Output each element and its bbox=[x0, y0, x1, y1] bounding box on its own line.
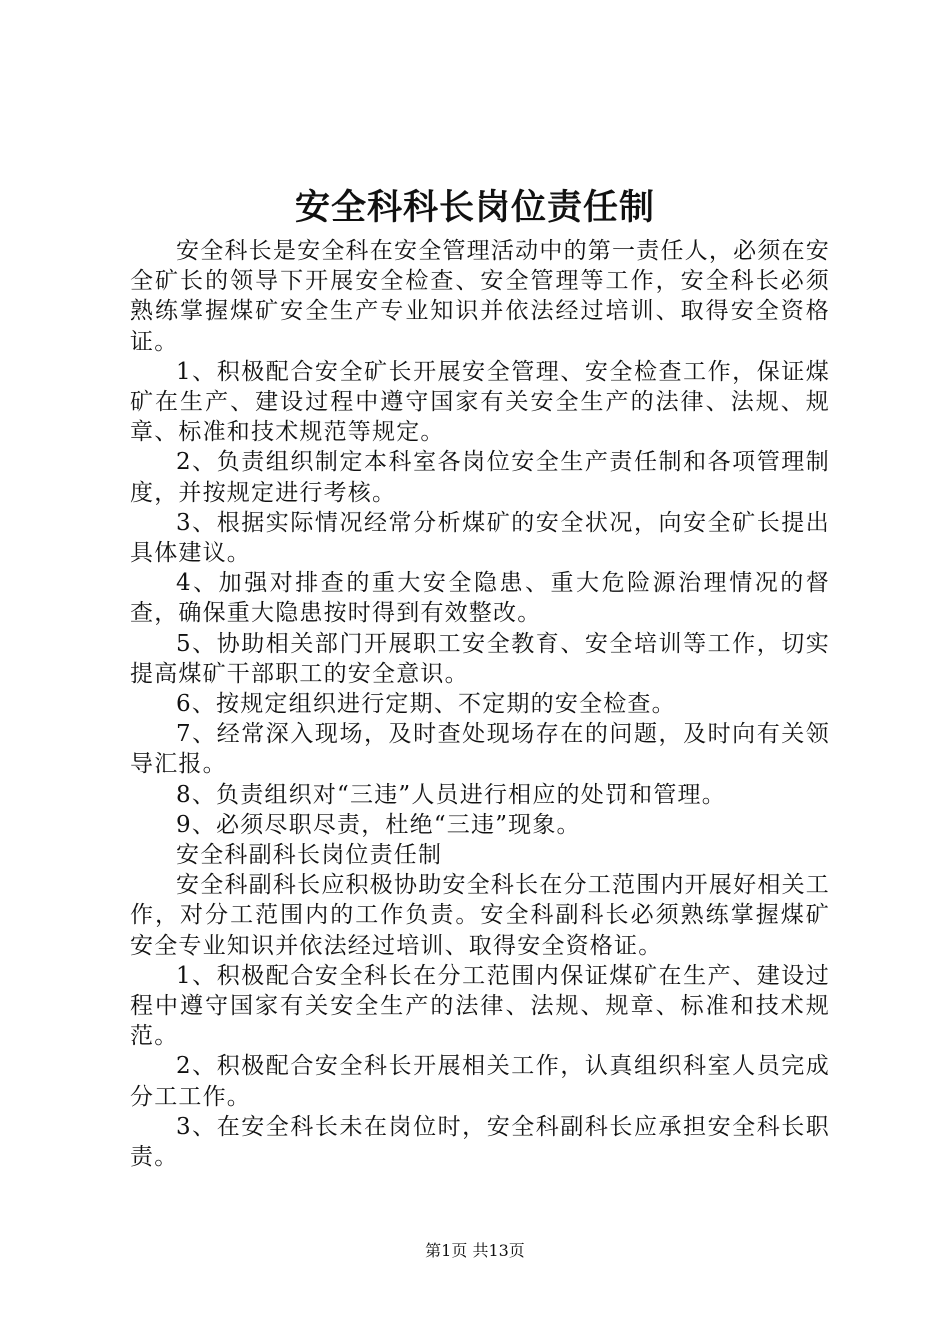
paragraph-item-2: 2、负责组织制定本科室各岗位安全生产责任制和各项管理制度，并按规定进行考核。 bbox=[130, 449, 830, 506]
paragraph-deputy-item-3: 3、在安全科长未在岗位时，安全科副科长应承担安全科长职责。 bbox=[130, 1113, 830, 1171]
paragraph-item-3: 3、根据实际情况经常分析煤矿的安全状况，向安全矿长提出具体建议。 bbox=[130, 509, 830, 567]
paragraph-item-7: 7、经常深入现场，及时查处现场存在的问题，及时向有关领导汇报。 bbox=[130, 721, 830, 778]
paragraph-deputy-item-1: 1、积极配合安全科长在分工范围内保证煤矿在生产、建设过程中遵守国家有关安全生产的法律、法规、规章、标准和技术规范。 bbox=[130, 962, 830, 1050]
document-title: 安全科科长岗位责任制 bbox=[294, 187, 655, 228]
page-footer: 第1页 共13页 bbox=[425, 1241, 525, 1260]
paragraph-intro: 安全科长是安全科在安全管理活动中的第一责任人，必须在安全矿长的领导下开展安全检查、安全管理等工作，安全科长必须熟练掌握煤矿安全生产专业知识并依法经过培训、取得安全资格证。 bbox=[130, 238, 830, 355]
paragraph-item-1: 1、积极配合安全矿长开展安全管理、安全检查工作，保证煤矿在生产、建设过程中遵守国家有关安全生产的法律、法规、规章、标准和技术规范等规定。 bbox=[130, 358, 830, 446]
paragraph-deputy-item-2: 2、积极配合安全科长开展相关工作，认真组织科室人员完成分工工作。 bbox=[130, 1053, 830, 1110]
paragraph-item-4: 4、加强对排查的重大安全隐患、重大危险源治理情况的督查，确保重大隐患按时得到有效整改。 bbox=[130, 570, 830, 627]
paragraph-item-8: 8、负责组织对“三违”人员进行相应的处罚和管理。 bbox=[176, 781, 726, 808]
paragraph-deputy-intro: 安全科副科长应积极协助安全科长在分工范围内开展好相关工作，对分工范围内的工作负责。安全科副科长必须熟练掌握煤矿安全专业知识并依法经过培训、取得安全资格证。 bbox=[130, 872, 830, 959]
paragraph-item-9: 9、必须尽职尽责，杜绝“三违”现象。 bbox=[176, 811, 581, 838]
document-body bbox=[130, 236, 830, 1172]
paragraph-item-5: 5、协助相关部门开展职工安全教育、安全培训等工作，切实提高煤矿干部职工的安全意识。 bbox=[130, 630, 830, 687]
paragraph-item-6: 6、按规定组织进行定期、不定期的安全检查。 bbox=[176, 691, 676, 718]
section-heading-deputy: 安全科副科长岗位责任制 bbox=[176, 842, 443, 869]
